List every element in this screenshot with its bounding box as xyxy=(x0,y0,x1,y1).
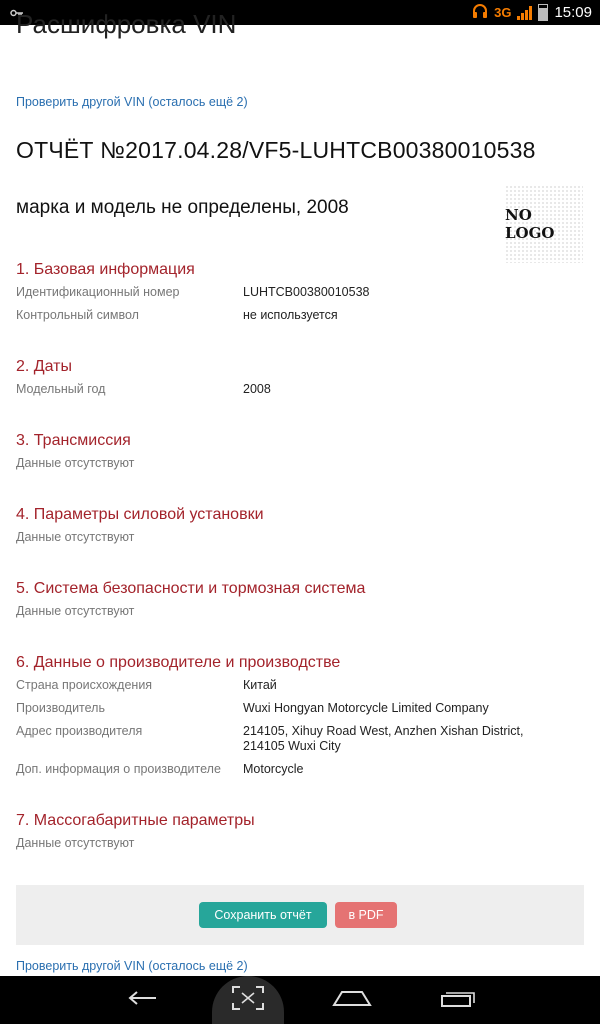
field-value: LUHTCB00380010538 xyxy=(243,285,370,299)
recent-apps-button[interactable] xyxy=(434,976,482,1024)
field-row xyxy=(16,678,586,693)
empty-data-text: Данные отсутствуют xyxy=(16,456,135,470)
no-logo-image xyxy=(505,185,583,263)
recent-apps-icon xyxy=(440,988,476,1013)
back-icon xyxy=(127,989,161,1012)
section-title: 2. Даты xyxy=(16,358,72,375)
actions-panel xyxy=(16,885,584,945)
section-dimensions xyxy=(16,812,586,850)
save-report-button[interactable]: Сохранить отчёт xyxy=(199,902,327,928)
field-value: Wuxi Hongyan Motorcycle Limited Company xyxy=(243,701,489,715)
field-value: 214105, Xihuy Road West, Anzhen Xishan District, 214105 Wuxi City xyxy=(243,724,524,753)
navigation-bar xyxy=(0,976,600,1024)
report-title: ОТЧЁТ №2017.04.28/VF5-LUHTCB00380010538 xyxy=(16,137,536,163)
field-label: Модельный год xyxy=(16,382,106,396)
field-row xyxy=(16,382,586,397)
home-button[interactable] xyxy=(328,976,376,1024)
field-label: Адрес производителя xyxy=(16,724,143,738)
section-title: 7. Массогабаритные параметры xyxy=(16,812,255,829)
signal-icon xyxy=(517,6,532,20)
section-basic xyxy=(16,261,586,331)
field-value: 2008 xyxy=(243,382,271,396)
section-title: 1. Базовая информация xyxy=(16,261,195,278)
field-value: Китай xyxy=(243,678,277,692)
field-label: Контрольный символ xyxy=(16,308,139,322)
home-icon xyxy=(332,988,372,1013)
headphones-icon xyxy=(472,3,488,22)
empty-data-text: Данные отсутствуют xyxy=(16,836,135,850)
section-title: 3. Трансмиссия xyxy=(16,432,131,449)
empty-data-text: Данные отсутствуют xyxy=(16,604,135,618)
empty-data-text: Данные отсутствуют xyxy=(16,530,135,544)
section-manufacturer xyxy=(16,654,586,785)
field-label: Страна происхождения xyxy=(16,678,153,692)
clock: 15:09 xyxy=(554,4,592,21)
section-title: 5. Система безопасности и тормозная система xyxy=(16,580,366,597)
screenshot-button[interactable] xyxy=(224,976,272,1024)
back-button[interactable] xyxy=(120,976,168,1024)
page-title: Расшифровка VIN xyxy=(16,9,237,39)
section-dates xyxy=(16,358,586,405)
field-value: не используется xyxy=(243,308,338,322)
field-row xyxy=(16,724,586,754)
screenshot-icon xyxy=(231,985,265,1016)
section-transmission xyxy=(16,432,586,470)
check-other-vin-link-top[interactable]: Проверить другой VIN (осталось ещё 2) xyxy=(16,95,248,109)
field-label: Идентификационный номер xyxy=(16,285,180,299)
field-row xyxy=(16,701,586,716)
section-powertrain xyxy=(16,506,586,544)
field-row xyxy=(16,285,586,300)
battery-icon xyxy=(538,4,548,21)
field-row xyxy=(16,308,586,323)
field-label: Доп. информация о производителе xyxy=(16,762,221,776)
no-logo-text: NO LOGO xyxy=(505,206,555,242)
network-type: 3G xyxy=(494,5,512,20)
section-title: 4. Параметры силовой установки xyxy=(16,506,264,523)
field-value: Motorcycle xyxy=(243,762,304,776)
model-info: марка и модель не определены, 2008 xyxy=(16,197,349,218)
field-row xyxy=(16,762,586,777)
section-title: 6. Данные о производителе и производстве xyxy=(16,654,341,671)
field-label: Производитель xyxy=(16,701,105,715)
section-safety xyxy=(16,580,586,618)
pdf-button[interactable]: в PDF xyxy=(335,902,397,928)
check-other-vin-link-bottom[interactable]: Проверить другой VIN (осталось ещё 2) xyxy=(16,959,248,973)
